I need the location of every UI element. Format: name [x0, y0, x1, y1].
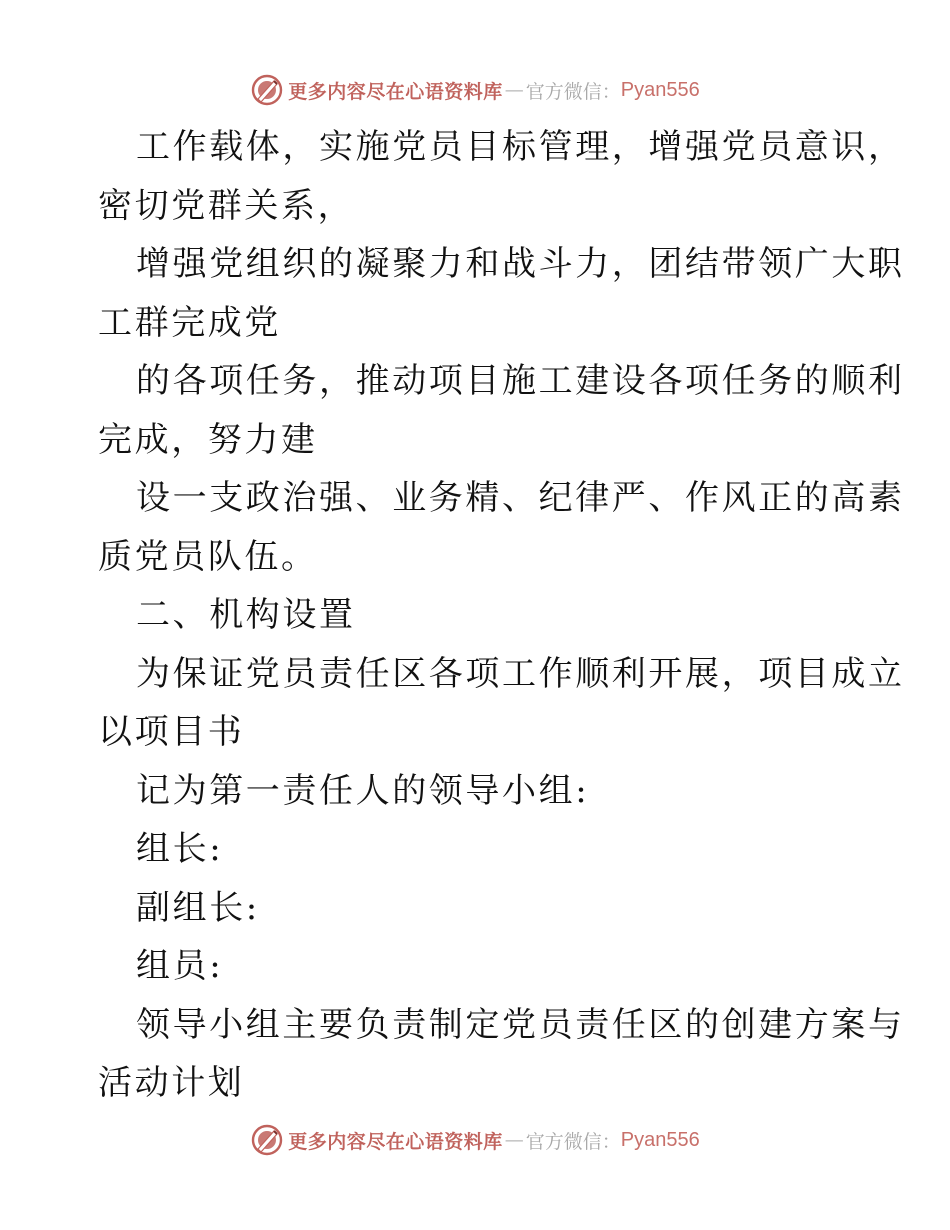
paragraph-line: 为保证党员责任区各项工作顺利开展，项目成立 [136, 653, 905, 694]
paragraph-line: 质党员队伍。 [98, 536, 318, 577]
paragraph-line: 活动计划 [98, 1063, 245, 1103]
footer-watermark [0, 1120, 950, 1160]
pen-seal-icon [250, 73, 284, 107]
watermark-brand: 更多内容尽在心语资料库 [288, 1130, 503, 1153]
watermark-brand: 更多内容尽在心语资料库 [288, 80, 503, 103]
paragraph-line: 副组长: [136, 887, 260, 928]
watermark-label: 官方微信： [525, 1130, 621, 1153]
watermark-separator: — [504, 1129, 524, 1151]
header-watermark [0, 70, 950, 110]
paragraph-line: 的各项任务，推动项目施工建设各项任务的顺利 [136, 361, 905, 401]
paragraph-line: 组员: [136, 946, 224, 986]
watermark-label: 官方微信： [525, 80, 621, 103]
paragraph-line: 以项目书 [98, 712, 245, 752]
paragraph-line: 组长: [136, 829, 224, 869]
paragraph-line: 记为第一责任人的领导小组: [136, 770, 590, 811]
paragraph-line: 工群完成党 [98, 302, 281, 343]
watermark-account: Pyan556 [620, 78, 700, 101]
paragraph-line: 密切党群关系， [98, 185, 355, 226]
pen-seal-icon [250, 1123, 284, 1157]
document-body [98, 118, 905, 1113]
paragraph-line: 工作载体，实施党员目标管理，增强党员意识， [136, 127, 905, 167]
section-heading: 二、机构设置 [136, 595, 356, 635]
paragraph-line: 完成，努力建 [98, 419, 318, 460]
paragraph-line: 设一支政治强、业务精、纪律严、作风正的高素 [136, 478, 905, 518]
paragraph-line: 领导小组主要负责制定党员责任区的创建方案与 [136, 1004, 905, 1045]
paragraph-line: 增强党组织的凝聚力和战斗力，团结带领广大职 [136, 244, 905, 284]
watermark-separator: — [504, 79, 524, 101]
watermark-account: Pyan556 [620, 1128, 700, 1151]
